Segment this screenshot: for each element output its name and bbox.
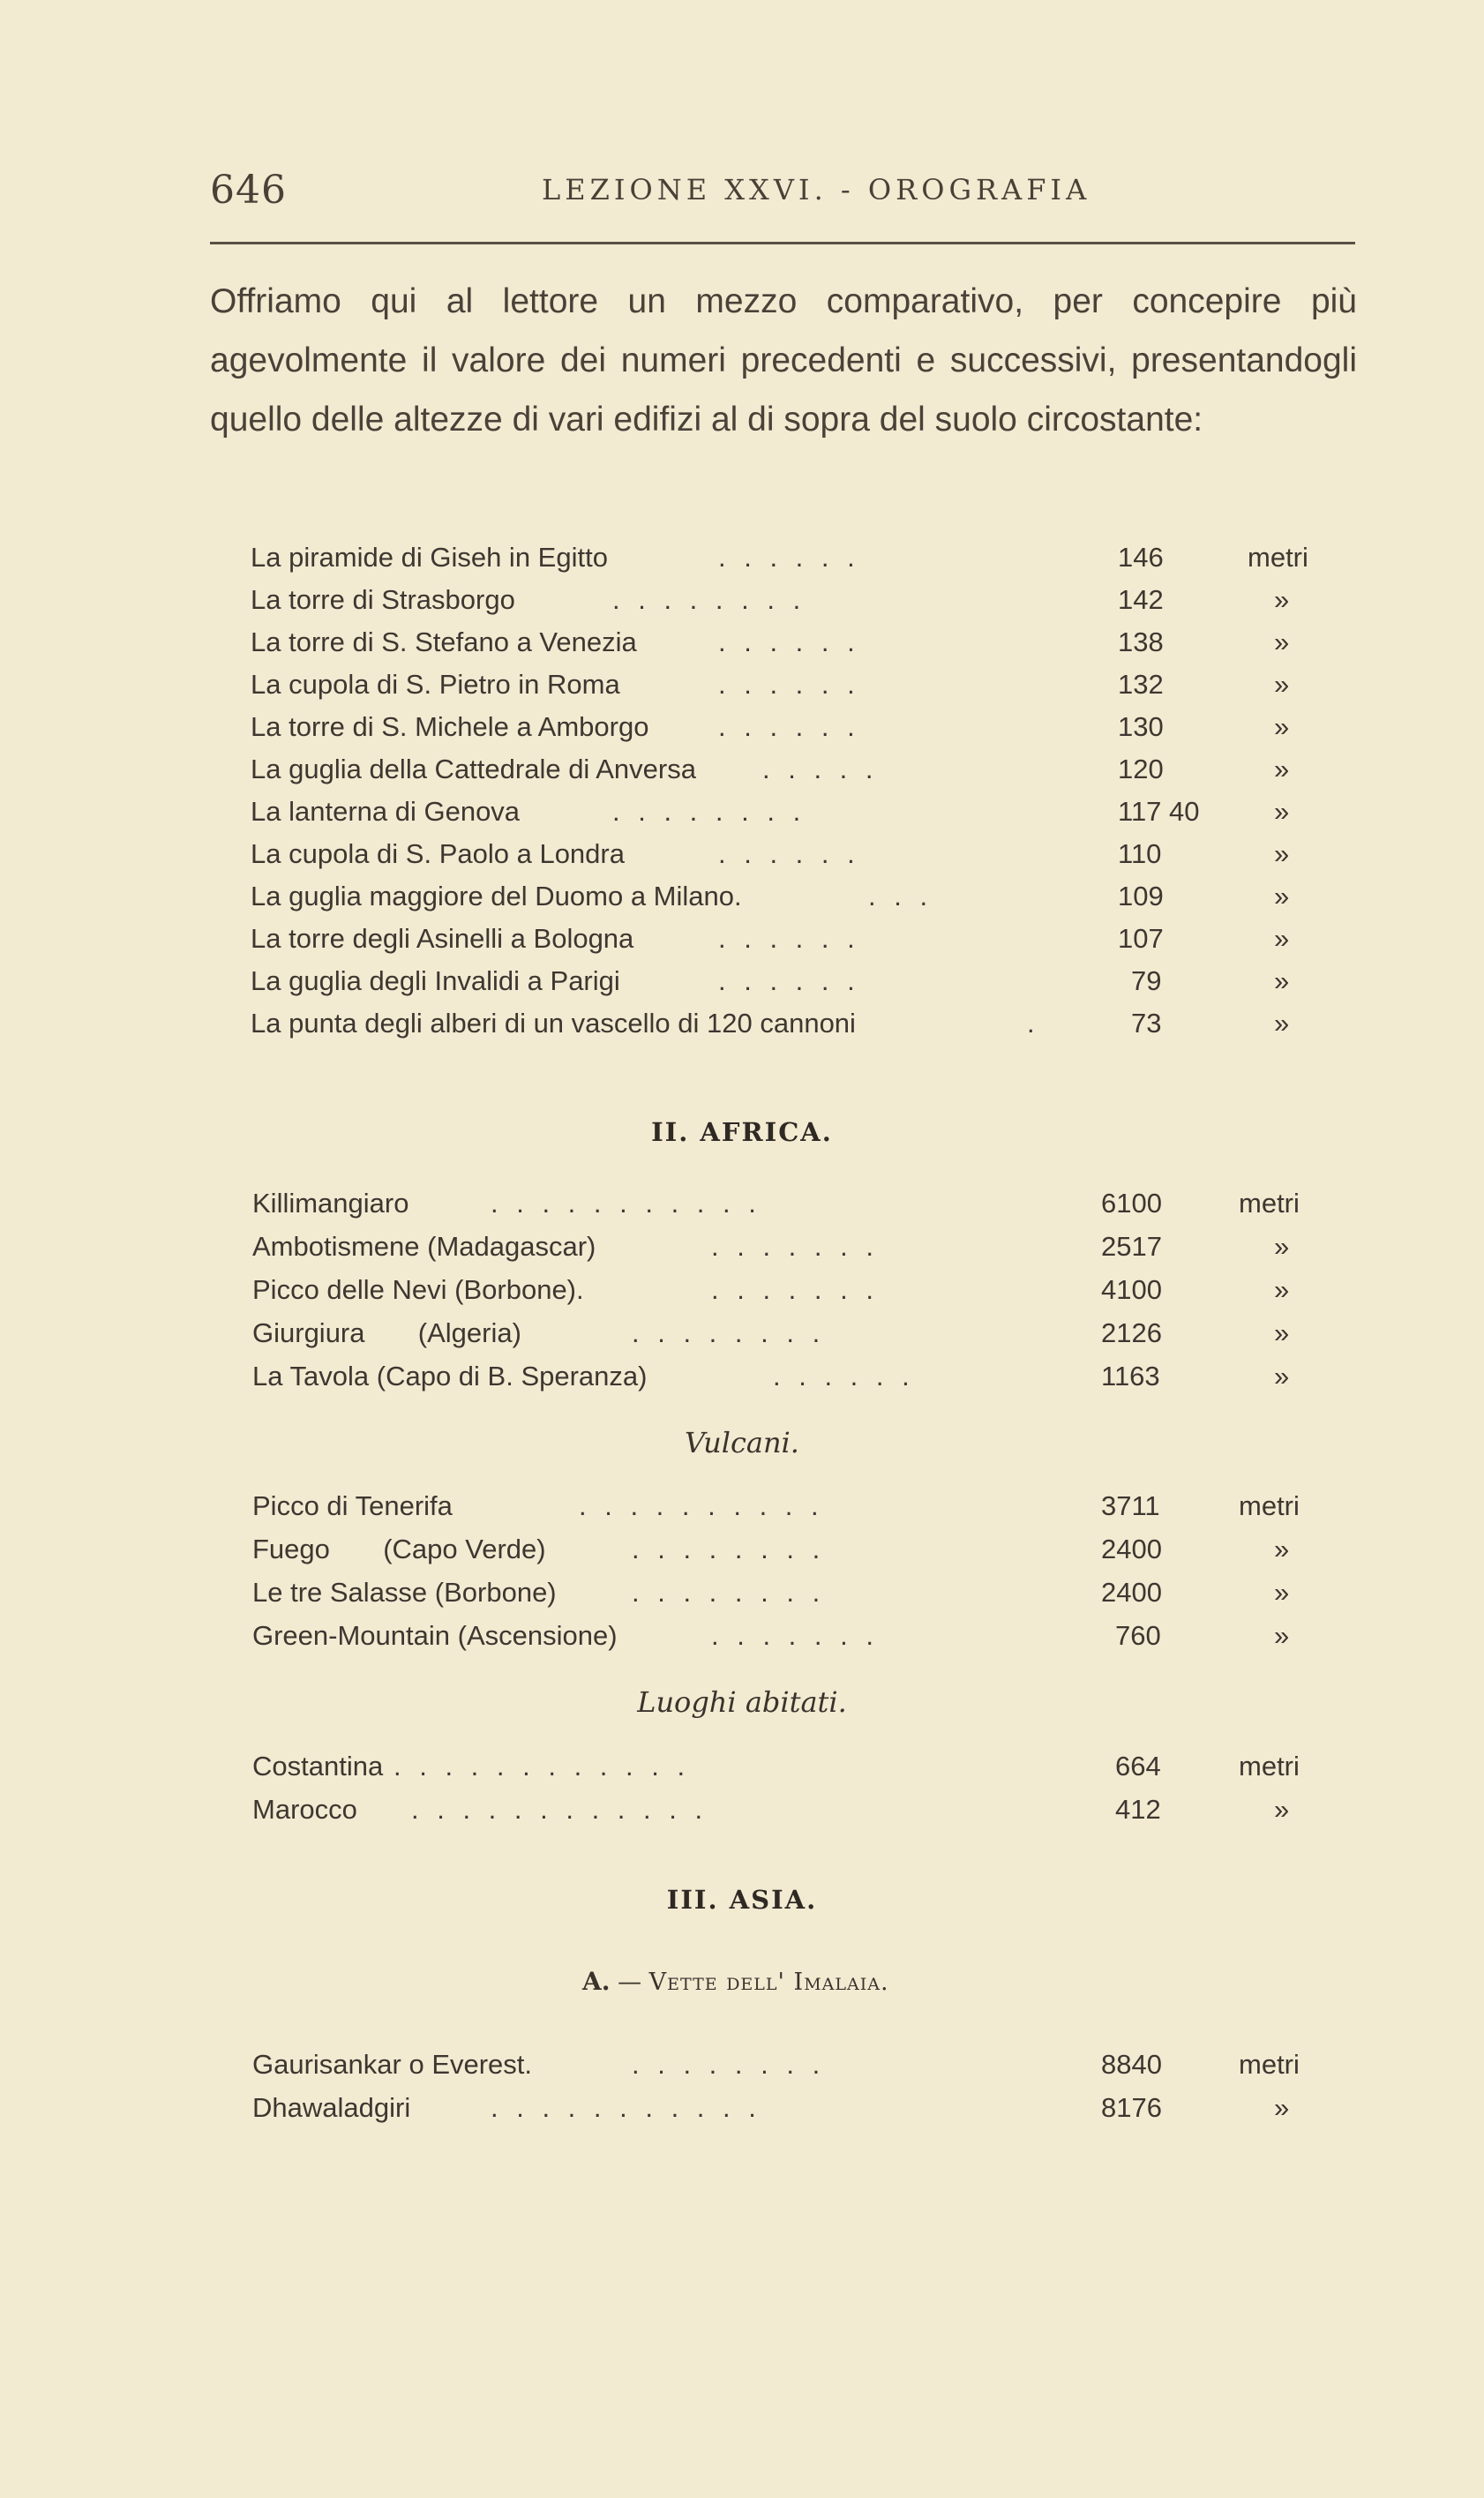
- item-unit: »: [1274, 1274, 1290, 1305]
- item-unit: »: [1274, 881, 1290, 911]
- dot-leader: . . . . . . . .: [612, 796, 806, 827]
- dot-leader: . . . . .: [762, 754, 879, 784]
- item-name: Green-Mountain (Ascensione): [252, 1620, 618, 1651]
- item-name: La torre degli Asinelli a Bologna: [251, 923, 634, 954]
- dot-leader: . . . . . .: [718, 838, 860, 869]
- item-name: La guglia degli Invalidi a Parigi: [251, 965, 620, 996]
- item-value: 107: [1118, 923, 1164, 954]
- item-unit: metri: [1239, 2049, 1300, 2080]
- dot-leader: . . . . . . . .: [632, 1317, 826, 1348]
- item-value: 132: [1118, 669, 1164, 700]
- item-name: Picco delle Nevi (Borbone).: [252, 1274, 584, 1305]
- item-unit: metri: [1248, 542, 1308, 573]
- dot-leader: . . . . . . . . . . .: [491, 2092, 761, 2123]
- item-value: 4100: [1101, 1274, 1162, 1305]
- item-unit: »: [1274, 1577, 1290, 1608]
- item-unit: »: [1274, 1231, 1290, 1262]
- item-unit: »: [1274, 1534, 1290, 1564]
- dot-leader: . . . . . . . . . . . .: [411, 1794, 708, 1825]
- item-name: Giurgiura (Algeria): [252, 1317, 521, 1348]
- item-name: La cupola di S. Pietro in Roma: [251, 669, 620, 700]
- item-value: 3711: [1101, 1490, 1160, 1521]
- item-name: La punta degli alberi di un vascello di 120 cannoni: [251, 1008, 856, 1039]
- item-name: La cupola di S. Paolo a Londra: [251, 838, 625, 869]
- dot-leader: . . . . . . . . . .: [579, 1490, 824, 1521]
- item-name: Marocco: [252, 1794, 357, 1825]
- dot-leader: . . .: [868, 881, 933, 911]
- item-value: 109: [1118, 881, 1164, 911]
- item-unit: »: [1274, 796, 1290, 827]
- item-value: 2517: [1101, 1231, 1162, 1262]
- item-value: 1163: [1101, 1361, 1160, 1392]
- dot-leader: . . . . . . . . . . . .: [393, 1751, 691, 1782]
- subheading-luoghi-abitati: Luoghi abitati.: [637, 1685, 847, 1719]
- dot-leader: . . . . . .: [718, 923, 860, 954]
- dot-leader: . . . . . . . .: [632, 1534, 826, 1564]
- item-value: 130: [1118, 711, 1164, 742]
- item-name: La guglia della Cattedrale di Anversa: [251, 754, 696, 784]
- item-unit: »: [1274, 1794, 1290, 1825]
- item-unit: »: [1274, 754, 1290, 784]
- item-unit: »: [1274, 669, 1290, 700]
- item-name: Picco di Tenerifa: [252, 1490, 453, 1521]
- section-heading-asia: III. ASIA.: [666, 1885, 818, 1915]
- item-value: 2126: [1101, 1317, 1162, 1348]
- item-name: La guglia maggiore del Duomo a Milano.: [251, 881, 742, 911]
- dot-leader: . . . . . . .: [711, 1231, 879, 1262]
- item-name: Gaurisankar o Everest.: [252, 2049, 533, 2080]
- item-value: 146: [1118, 542, 1164, 573]
- subsection-heading: [582, 1967, 889, 1996]
- dot-leader: . . . . . . .: [711, 1274, 879, 1305]
- item-unit: metri: [1239, 1490, 1300, 1521]
- item-name: La piramide di Giseh in Egitto: [251, 542, 608, 573]
- dot-leader: . . . . . .: [718, 626, 860, 657]
- item-unit: »: [1274, 2092, 1290, 2123]
- dot-leader: . . . . . . . . . . .: [491, 1188, 761, 1219]
- running-head: LEZIONE XXVI. - OROGRAFIA: [542, 173, 1091, 206]
- item-unit: »: [1274, 1008, 1290, 1039]
- item-value: 142: [1118, 584, 1164, 615]
- item-unit: »: [1274, 1317, 1290, 1348]
- item-name: Costantina: [252, 1751, 384, 1782]
- item-unit: metri: [1239, 1188, 1300, 1219]
- item-value: 138: [1118, 626, 1164, 657]
- section-heading-africa: II. AFRICA.: [651, 1117, 833, 1147]
- dot-leader: . . . . . .: [773, 1361, 915, 1392]
- item-unit: »: [1274, 965, 1290, 996]
- item-name: La torre di S. Michele a Amborgo: [251, 711, 649, 742]
- subsection-title: Vette dell' Imalaia.: [648, 1969, 889, 1996]
- item-unit: »: [1274, 1361, 1290, 1392]
- item-value: 8176: [1101, 2092, 1162, 2123]
- item-name: La torre di Strasborgo: [251, 584, 515, 615]
- dot-leader: . . . . . .: [718, 669, 860, 700]
- dot-leader: . . . . . .: [718, 965, 860, 996]
- item-value: 664: [1115, 1751, 1161, 1782]
- item-name: Ambotismene (Madagascar): [252, 1231, 596, 1262]
- dot-leader: . . . . . .: [718, 711, 860, 742]
- subsection-letter: A.: [582, 1967, 611, 1996]
- item-value: 2400: [1101, 1577, 1162, 1608]
- item-value: 73: [1131, 1008, 1162, 1039]
- item-value: 110: [1118, 838, 1162, 869]
- item-name: La Tavola (Capo di B. Speranza): [252, 1361, 648, 1392]
- item-name: Killimangiaro: [252, 1188, 409, 1219]
- item-unit: »: [1274, 711, 1290, 742]
- subheading-vulcani: Vulcani.: [685, 1426, 799, 1459]
- subsection-dash: —: [618, 1969, 642, 1996]
- item-name: La lanterna di Genova: [251, 796, 521, 827]
- item-name: Fuego (Capo Verde): [252, 1534, 546, 1564]
- item-value: 412: [1115, 1794, 1161, 1825]
- item-unit: metri: [1239, 1751, 1300, 1782]
- item-value: 6100: [1101, 1188, 1162, 1219]
- item-unit: »: [1274, 584, 1290, 615]
- item-value: 117 40: [1118, 796, 1200, 827]
- item-unit: »: [1274, 1620, 1290, 1651]
- item-name: La torre di S. Stefano a Venezia: [251, 626, 637, 657]
- dot-leader: .: [1027, 1008, 1040, 1039]
- dot-leader: . . . . . .: [718, 542, 860, 573]
- item-name: Le tre Salasse (Borbone): [252, 1577, 557, 1608]
- header-rule: [210, 242, 1355, 244]
- intro-paragraph: Offriamo qui al lettore un mezzo comparativo, per concepire più agevolmente il valore dei numeri precedenti e successivi, presentandogli quello delle altezze di vari edifizi al di sopra del suolo circostante:: [210, 282, 1357, 439]
- dot-leader: . . . . . . .: [711, 1620, 879, 1651]
- page-number: 646: [210, 168, 287, 213]
- item-unit: »: [1274, 626, 1290, 657]
- item-value: 2400: [1101, 1534, 1162, 1564]
- dot-leader: . . . . . . . .: [632, 1577, 826, 1608]
- dot-leader: . . . . . . . .: [632, 2049, 826, 2080]
- dot-leader: . . . . . . . .: [612, 584, 806, 615]
- item-value: 8840: [1101, 2049, 1162, 2080]
- item-unit: »: [1274, 923, 1290, 954]
- item-unit: »: [1274, 838, 1290, 869]
- item-value: 79: [1131, 965, 1162, 996]
- item-value: 760: [1115, 1620, 1161, 1651]
- item-name: Dhawaladgiri: [252, 2092, 411, 2123]
- item-value: 120: [1118, 754, 1164, 784]
